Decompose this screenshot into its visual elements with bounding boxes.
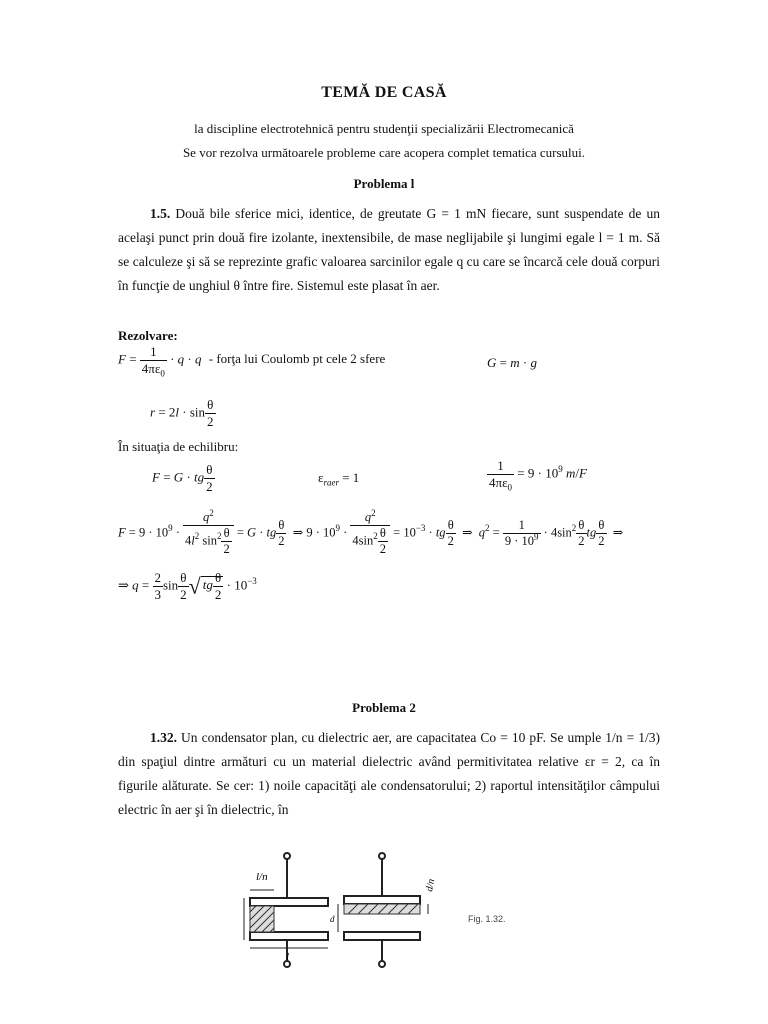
label-l-over-n: l/n — [256, 871, 268, 883]
label-d-over-n: d/n — [424, 878, 438, 893]
problem-1-number: 1.5. — [150, 206, 171, 221]
figure-caption: Fig. 1.32. — [468, 914, 506, 924]
problem-1-statement — [118, 202, 660, 298]
problem-2-heading: Problema 2 — [352, 700, 416, 715]
solution-label: Rezolvare: — [118, 328, 178, 343]
formula-epsilon-air: $\varepsilon_{raer} = 1$ — [318, 470, 360, 488]
formula-coulomb: F = $\frac{1}{4\pi\varepsilon_0}$ · q · q - forţa lui Coulomb pt cele 2 sfere — [118, 344, 386, 379]
subtitle-instructions: Se vor rezolva următoarele probleme care acopera complet tematica cursului. — [182, 145, 586, 160]
dielectric-left — [250, 906, 274, 932]
formula-derivation: $F = 9 \cdot 10^9$ · $q^2$ $4l^2$ $\sin^2$ $\frac{\theta}{2}$ = G · tg $\frac{\theta}{2}$ ⇒ $9 \cdot 10^9$ · $q^2$ $4\sin^2$ $\frac{\theta}{2}$ = $10^{-3}$ · tg $\frac{\theta}{2}$ ⇒ $q^2$ = $\frac{1}{9 \cdot 10^9}$ · $4\sin^2$ $\frac{\theta}{2}$ tg $\frac{\theta}{2}$ ⇒ — [118, 507, 624, 556]
coulomb-note: - forţa lui Coulomb pt cele 2 sfere — [208, 351, 386, 367]
problem-2-statement — [118, 726, 660, 822]
formula-coulomb-constant: $\frac{1}{4\pi\varepsilon_0}$ = $9 \cdot 10^9$ m/F — [489, 458, 587, 493]
problem-1-text: Două bile sferice mici, identice, de greutate G = 1 mN fiecare, sunt suspendate de un acelaşi punct prin două fire izolante, inextensibile, de mase neglijabile şi lungimi egale l = 1 m. Să se calculeze şi să se reprezinte grafic valoarea sarcinilor egale q cu care se încarcă cele două corpuri în funcţie de unghiul θ între fire. Sistemul este plasat în aer. — [118, 206, 660, 293]
formula-distance: r = 2l · sin $\frac{\theta}{2}$ — [150, 397, 214, 429]
capacitor-figure — [232, 850, 572, 970]
page-title: TEMĂ DE CASĂ — [321, 84, 447, 101]
problem-2-number: 1.32. — [150, 730, 177, 745]
formula-equilibrium-force: F = G · tg $\frac{\theta}{2}$ — [152, 462, 213, 494]
label-l: l — [286, 951, 290, 963]
problem-2-text: Un condensator plan, cu dielectric aer, are capacitatea Co = 10 pF. Se umple 1/n = 1/3) din spaţiul dintre armături cu un material dielectric având permitivitatea relative εr = 2, ca în figurile alăturate. Se cer: 1) noile capacităţi ale condensatorului; 2) raportul intensităţilor câmpului electric în aer şi în dielectric, în — [118, 730, 660, 817]
equilibrium-label: În situaţia de echilibru: — [118, 439, 239, 454]
formula-charge-result: ⇒ q = $\frac{2}{3}$ sin $\frac{\theta}{2}$ √ tg $\frac{\theta}{2}$ · $10^{-3}$ — [118, 570, 257, 602]
problem-1-heading: Problema l — [353, 176, 415, 191]
subtitle-course: la discipline electrotehnică pentru studenţii specializării Electromecanică — [194, 121, 574, 136]
label-d: d — [330, 914, 335, 924]
dielectric-right — [344, 904, 420, 914]
formula-weight: G = m · g — [487, 355, 537, 370]
